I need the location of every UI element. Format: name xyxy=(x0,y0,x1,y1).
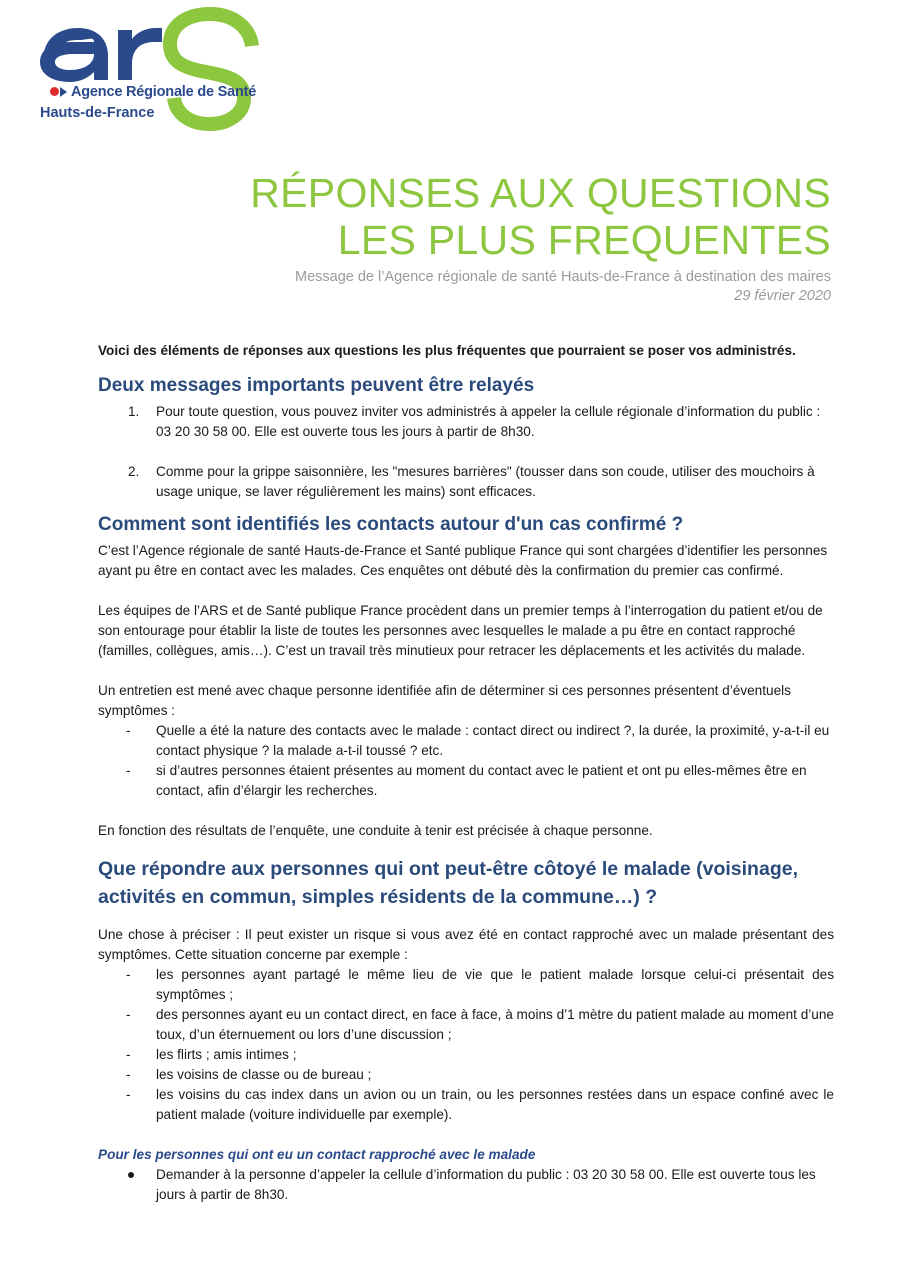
list-item-text: Quelle a été la nature des contacts avec le malade : contact direct ou indirect ?, la durée, la proximité, y-a-t-il eu contact physique ? la malade a-t-il toussé ? etc. xyxy=(156,723,830,758)
dash-marker: - xyxy=(126,763,131,778)
list-item-text: les personnes ayant partagé le même lieu de vie que le patient malade lorsque celui-ci présentait des symptômes ; xyxy=(156,967,834,1002)
section-2-heading: Comment sont identifiés les contacts autour d'un cas confirmé ? xyxy=(98,514,684,535)
list-item-text: les voisins du cas index dans un avion ou un train, ou les personnes restées dans un espace confiné avec le patient malade (voiture individuelle par exemple). xyxy=(156,1087,834,1122)
region-name: Hauts-de-France xyxy=(40,105,155,121)
list-item xyxy=(98,1165,834,1205)
subtitle-text: Message de l’Agence régionale de santé Hauts-de-France à destination des maires xyxy=(294,269,831,285)
list-item xyxy=(98,1005,834,1045)
list-number: 1. xyxy=(128,404,140,419)
section-1-heading: Deux messages importants peuvent être relayés xyxy=(98,375,535,396)
final-bullet-list xyxy=(98,1165,834,1205)
list-item xyxy=(98,402,834,442)
section-3-subheading: Pour les personnes qui ont eu un contact rapproché avec le malade xyxy=(98,1147,536,1162)
dash-marker: - xyxy=(126,967,131,982)
list-item-text: les voisins de classe ou de bureau ; xyxy=(156,1067,372,1082)
title-line-1: RÉPONSES AUX QUESTIONS xyxy=(250,170,831,216)
paragraph: En fonction des résultats de l’enquête, une conduite à tenir est précisée à chaque personne. xyxy=(98,823,653,838)
paragraph: Un entretien est mené avec chaque personne identifiée afin de déterminer si ces personnes présentent d’éventuels symptômes : xyxy=(98,683,791,718)
list-item xyxy=(98,761,834,801)
document-body xyxy=(98,341,834,1205)
title-line-2: LES PLUS FREQUENTES xyxy=(337,217,831,263)
paragraph: Une chose à préciser : Il peut exister un risque si vous avez été en contact rapproché avec un malade présentant des symptômes. Cette situation concerne par exemple : xyxy=(98,927,834,962)
document-title xyxy=(250,170,831,264)
list-item-text: les flirts ; amis intimes ; xyxy=(156,1047,297,1062)
dash-marker: - xyxy=(126,1087,131,1102)
list-number: 2. xyxy=(128,464,140,479)
agency-name-text: Agence Régionale de Santé xyxy=(71,84,257,100)
agency-name xyxy=(50,84,256,100)
red-dot-icon xyxy=(50,87,59,96)
section-3-heading: Que répondre aux personnes qui ont peut-être côtoyé le malade (voisinage, activités en commun, simples résidents de la commune…) ? xyxy=(98,858,798,908)
paragraph: Les équipes de l’ARS et de Santé publique France procèdent dans un premier temps à l’interrogation du patient et/ou de son entourage pour établir la liste de toutes les personnes avec lesquelles le malade a pu être en contact rapproché (familles, collègues, amis…). C’est un travail très minutieux pour retracer les déplacements et les activités du malade. xyxy=(98,603,823,658)
list-item-text: des personnes ayant eu un contact direct, en face à face, à moins d’1 mètre du patient malade au moment d’une toux, d’un éternuement ou lors d’une discussion ; xyxy=(156,1007,834,1042)
document-date: 29 février 2020 xyxy=(734,288,831,304)
list-item-text: si d’autres personnes étaient présentes au moment du contact avec le patient et ont pu elles-mêmes être en contact, afin d’élargir les recherches. xyxy=(156,763,807,798)
list-item-text: Comme pour la grippe saisonnière, les "mesures barrières" (tousser dans son coude, utiliser des mouchoirs à usage unique, se laver régulièrement les mains) sont efficaces. xyxy=(156,464,815,499)
list-item xyxy=(98,462,834,502)
list-item-text: Pour toute question, vous pouvez inviter vos administrés à appeler la cellule régionale d’information du public : 03 20 30 58 00. Elle est ouverte tous les jours à partir de 8h30. xyxy=(156,404,821,439)
list-item xyxy=(98,1085,834,1125)
bullet-dot-icon xyxy=(128,1172,134,1178)
document-subtitle xyxy=(295,268,831,306)
list-item xyxy=(98,721,834,761)
blue-triangle-icon xyxy=(60,87,67,97)
dash-marker: - xyxy=(126,723,131,738)
list-item xyxy=(98,1065,834,1085)
paragraph: C’est l’Agence régionale de santé Hauts-de-France et Santé publique France qui sont chargées d’identifier les personnes ayant pu être en contact avec les malades. Ces enquêtes ont débuté dès la confirmation du premier cas confirmé. xyxy=(98,543,828,578)
section-3-list xyxy=(98,965,834,1125)
list-item xyxy=(98,1045,834,1065)
section-2-list xyxy=(98,721,834,801)
list-item-text: Demander à la personne d’appeler la cellule d’information du public : 03 20 30 58 00. Elle est ouverte tous les jours à partir de 8h30. xyxy=(156,1167,816,1202)
dash-marker: - xyxy=(126,1067,131,1082)
dash-marker: - xyxy=(126,1047,131,1062)
intro-paragraph: Voici des éléments de réponses aux questions les plus fréquentes que pourraient se poser vos administrés. xyxy=(98,343,796,358)
ars-logo xyxy=(38,6,268,136)
list-item xyxy=(98,965,834,1005)
section-1-list xyxy=(98,402,834,502)
dash-marker: - xyxy=(126,1007,131,1022)
